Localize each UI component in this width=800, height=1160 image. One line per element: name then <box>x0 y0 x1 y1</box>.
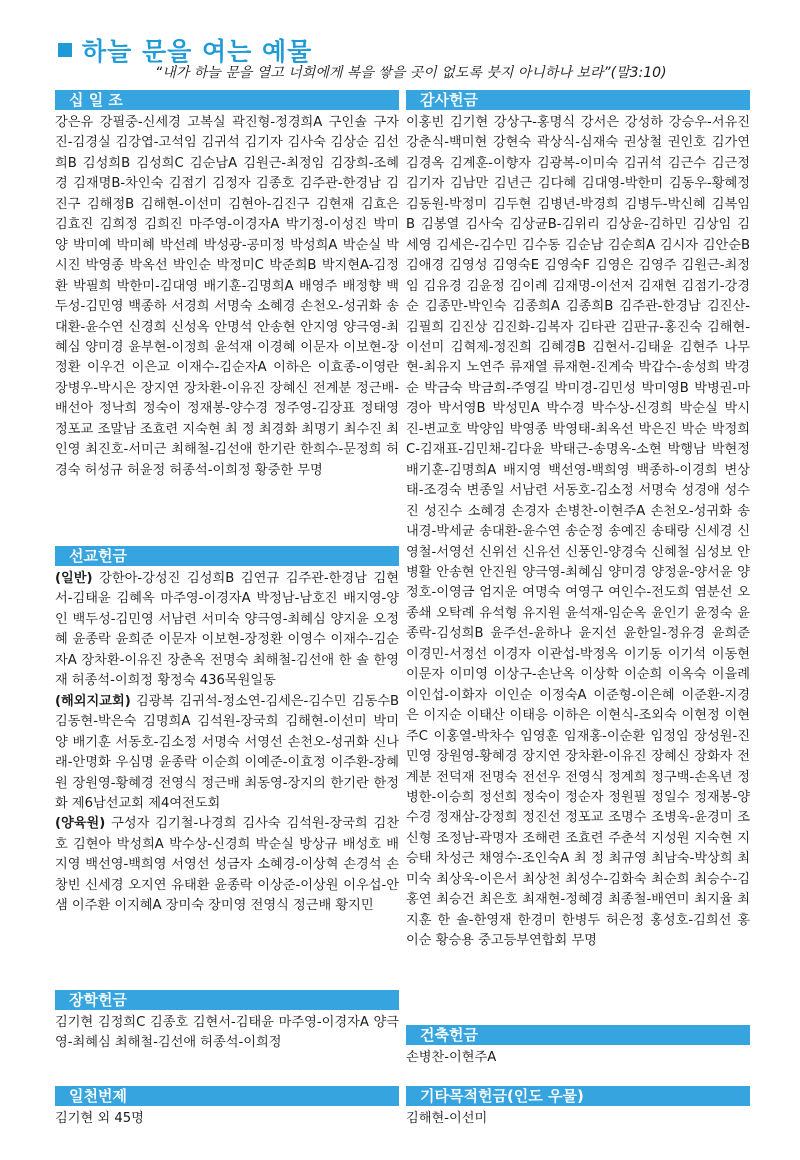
other-list: 김해현-이선미 <box>406 1111 488 1126</box>
building-section <box>406 1025 750 1068</box>
mission-general-tag: (일반) <box>55 571 93 586</box>
tithe-list: 강은유 강필중-신세경 고복실 곽진형-정경희A 구인솔 구자진-김경실 김강엽-고석임 김귀석 김기자 김사숙 김상순 김선희B 김성희B 김성희C 김순남A 김원근-최정임 김장희-조혜경 김재명B-차인숙 김점기 김정자 김종호 김주관-한경남 김진구 김해정B 김해현-이선미 김현아-김진구 김현재 김효은 김효진 김희정 김희진 마주영-이경자A 박기정-이성진 박미양 박미예 박미혜 박선례 박성광-공미정 박성희A 박순실 박시진 박영종 박옥선 박인순 박정미C 박준희B 박지현A-김정환 박필희 박한미-김대영 배기훈-김명희A 배영주 배정향 백두성-김민영 백종하 서경희 서명숙 소혜경 손천오-성귀화 송대환-윤수연 신경희 신성옥 안명석 안송현 안지영 양극영-최혜심 양미경 윤부현-이정희 윤석재 이경혜 이문자 이보현-장정환 이우건 이은교 이재수-김순자A 이하은 이효종-이영란 장병우-박시은 장지연 장차환-이유진 장혜신 전계분 정근배-배선아 정낙희 정숙이 정재봉-양수경 정주영-김장표 정태영 정포교 조말남 조효련 지숙현 최 정 최경화 최명기 최수진 최인영 최진호-서미근 최해철-김선애 한기란 한희수-문정희 허경숙 허성규 허윤정 허종석-이희정 황중한 무명 <box>55 115 399 478</box>
thanks-section <box>406 90 750 952</box>
mission-overseas-list: 김광복 김귀석-정소연-김세은-김수민 김동수B 김동현-박은숙 김명희A 김석원-장국희 김해현-이선미 박미양 배기훈 서동호-김소정 서명숙 서영선 손천오-성귀화 신나래-안명화 우심명 윤종락 이순희 이예준-이효정 이주환-장혜원 장원영-황혜경 전영식 정근배 최동영-장지의 한기란 한정화 제6남선교회 제4여전도회 <box>55 693 399 811</box>
ilcheon-list: 김기현 외 45명 <box>55 1111 144 1126</box>
mission-care-list: 구성자 김기철-나경희 김사숙 김석원-장국희 김찬호 김현아 박성희A 박수상-신경희 박순실 방상규 배성호 배지영 백선영-백희영 서영선 성금자 소혜경-이상혁 손경석 손창빈 신세경 오지연 유태환 윤종락 이상준-이상원 이우섭-안 샘 이주환 이지혜A 장미숙 장미영 전영식 정근배 황지민 <box>55 816 399 914</box>
thanks-list: 이홍빈 김기현 강상구-홍명식 강서은 강성하 강승우-서유진 강춘식-백미현 강현숙 곽상식-심재숙 권상철 권인호 김가연 김경옥 김계훈-이향자 김광복-이미숙 김귀석 김근수 김근정 김기자 김남만 김년근 김다혜 김대영-박한미 김동우-황혜정 김동원-박정미 김두현 김병년-박경희 김병두-박신혜 김복임B 김봉열 김사숙 김상균B-김위리 김상윤-김하민 김상임 김세영 김세은-김수민 김수동 김순남 김순희A 김시자 김안순B 김애경 김영성 김영숙E 김영숙F 김영은 김영주 김원근-최정임 김유경 김윤정 김이례 김재명-이선저 김재현 김점기-강경순 김종만-박인숙 김종희A 김종희B 김주관-한경남 김진산-김필희 김진상 김진화-김복자 김타관 김판규-홍진숙 김해현-이선미 김혁제-정진희 김혜경B 김현서-김태윤 김현주 나무현-최유지 노연주 류재열 류재현-진계숙 박갑수-송성희 박경순 박금숙 박금희-주영길 박미경-김민성 박미영B 박병권-마경아 박서영B 박성민A 박수경 박수상-신경희 박순실 박시진-변교호 박양임 박영종 박영태-최옥선 박은진 박순 박정희C-김재표-김민채-김다윤 박태근-송명옥-소현 박행남 박현정 배기훈-김명희A 배지영 백선영-백희영 백종하-이경희 변상태-조경숙 변종일 서남련 서동호-김소정 서명숙 성경애 성수진 성진수 소혜경 손경자 손병찬-이현주A 손천오-성귀화 송내경-박세균 송대환-윤수연 송순정 송예진 송태랑 신세경 신영철-서영선 신위선 신유선 신풍인-양경숙 신혜철 심성보 안병활 안송현 안진원 양극영-최혜심 양미경 양정윤-양서윤 양정호-이영금 엄지운 여명숙 여영구 여인수-전도희 염분선 오종쇄 오탁례 유석형 유지원 윤석재-임순옥 윤인기 윤정숙 윤종락-김성희B 윤주선-윤하나 윤지선 윤한일-정유경 윤희준 이경민-서정선 이경자 이관섭-박정옥 이기동 이기석 이동현 이문자 이미영 이상구-손난옥 이상학 이순희 이옥숙 이을례 이인섭-이화자 이인순 이정숙A 이준형-이은혜 이준환-지경은 이지순 이태산 이태응 이하은 이현식-조외숙 이현정 이현주C 이홍열-박차수 임영훈 임재홍-이순환 임정임 장성원-진민영 장원영-황혜경 장지연 장차환-이유진 장혜신 장화자 전계분 전덕재 전명숙 전선우 전영식 정계희 정구백-손옥년 정병한-이승희 정선희 정숙이 정순자 정원필 정일수 정재봉-양수경 정재삼-강정희 정진선 정포교 조명수 조병욱-윤경미 조신형 조정남-곽명자 조해련 조효련 주춘석 지성원 지숙현 지승태 차성근 채영수-조인숙A 최 정 최규영 최남숙-박상희 최미숙 최상욱-이은서 최상천 최성수-김화숙 최순희 최승수-김홍연 최승건 최은호 최재현-정혜경 최종철-배연미 최지율 최지훈 한 솔-한영재 한경미 한병두 허은정 홍성호-김희선 홍이순 황승용 중고등부연합회 무명 <box>406 115 750 949</box>
scholarship-header: 장학헌금 <box>55 990 399 1010</box>
mission-care-tag: (양육원) <box>55 816 106 832</box>
ilcheon-header: 일천번제 <box>55 1086 399 1106</box>
mission-overseas-tag: (해외지교회) <box>55 693 131 709</box>
mission-overseas <box>55 692 399 815</box>
thanks-header: 감사헌금 <box>406 90 750 110</box>
mission-care <box>55 814 399 916</box>
building-header: 건축헌금 <box>406 1025 750 1045</box>
mission-general-list: 강한아-강성진 김성희B 김연규 김주관-한경남 김현서-김태윤 김혜옥 마주영-이경자A 박정남-남호진 배지영-양 인 백두성-김민영 서남련 서미숙 양극영-최혜심 양지윤 오정혜 윤종락 윤희준 이문자 이보현-장정환 이영수 이재수-김순자A 장차환-이유진 장춘옥 전명숙 최해철-김선애 한 솔 한영재 허종석-이희정 황정숙 436목원일동 <box>55 571 399 689</box>
mission-header: 선교헌금 <box>55 546 399 566</box>
scholarship-section <box>55 990 399 1054</box>
mission-general <box>55 569 399 692</box>
page-title-text: 하늘 문을 여는 예물 <box>82 37 313 66</box>
other-section <box>406 1086 750 1129</box>
bible-verse: “내가 하늘 문을 열고 너희에게 복을 쌓을 곳이 없도록 붓지 아니하나 보라”(말3:10) <box>155 65 667 81</box>
other-header: 기타목적헌금(인도 우물) <box>406 1086 750 1106</box>
square-bullet-icon <box>58 43 72 57</box>
scholarship-list: 김기현 김정희C 김종호 김현서-김태윤 마주영-이경자A 양극영-최혜심 최해철-김선애 허종석-이희정 <box>55 1015 399 1051</box>
building-list: 손병찬-이현주A <box>406 1050 497 1065</box>
tithe-section <box>55 90 399 481</box>
tithe-header: 십 일 조 <box>55 90 399 110</box>
mission-section <box>55 546 399 917</box>
ilcheon-section <box>55 1086 399 1129</box>
